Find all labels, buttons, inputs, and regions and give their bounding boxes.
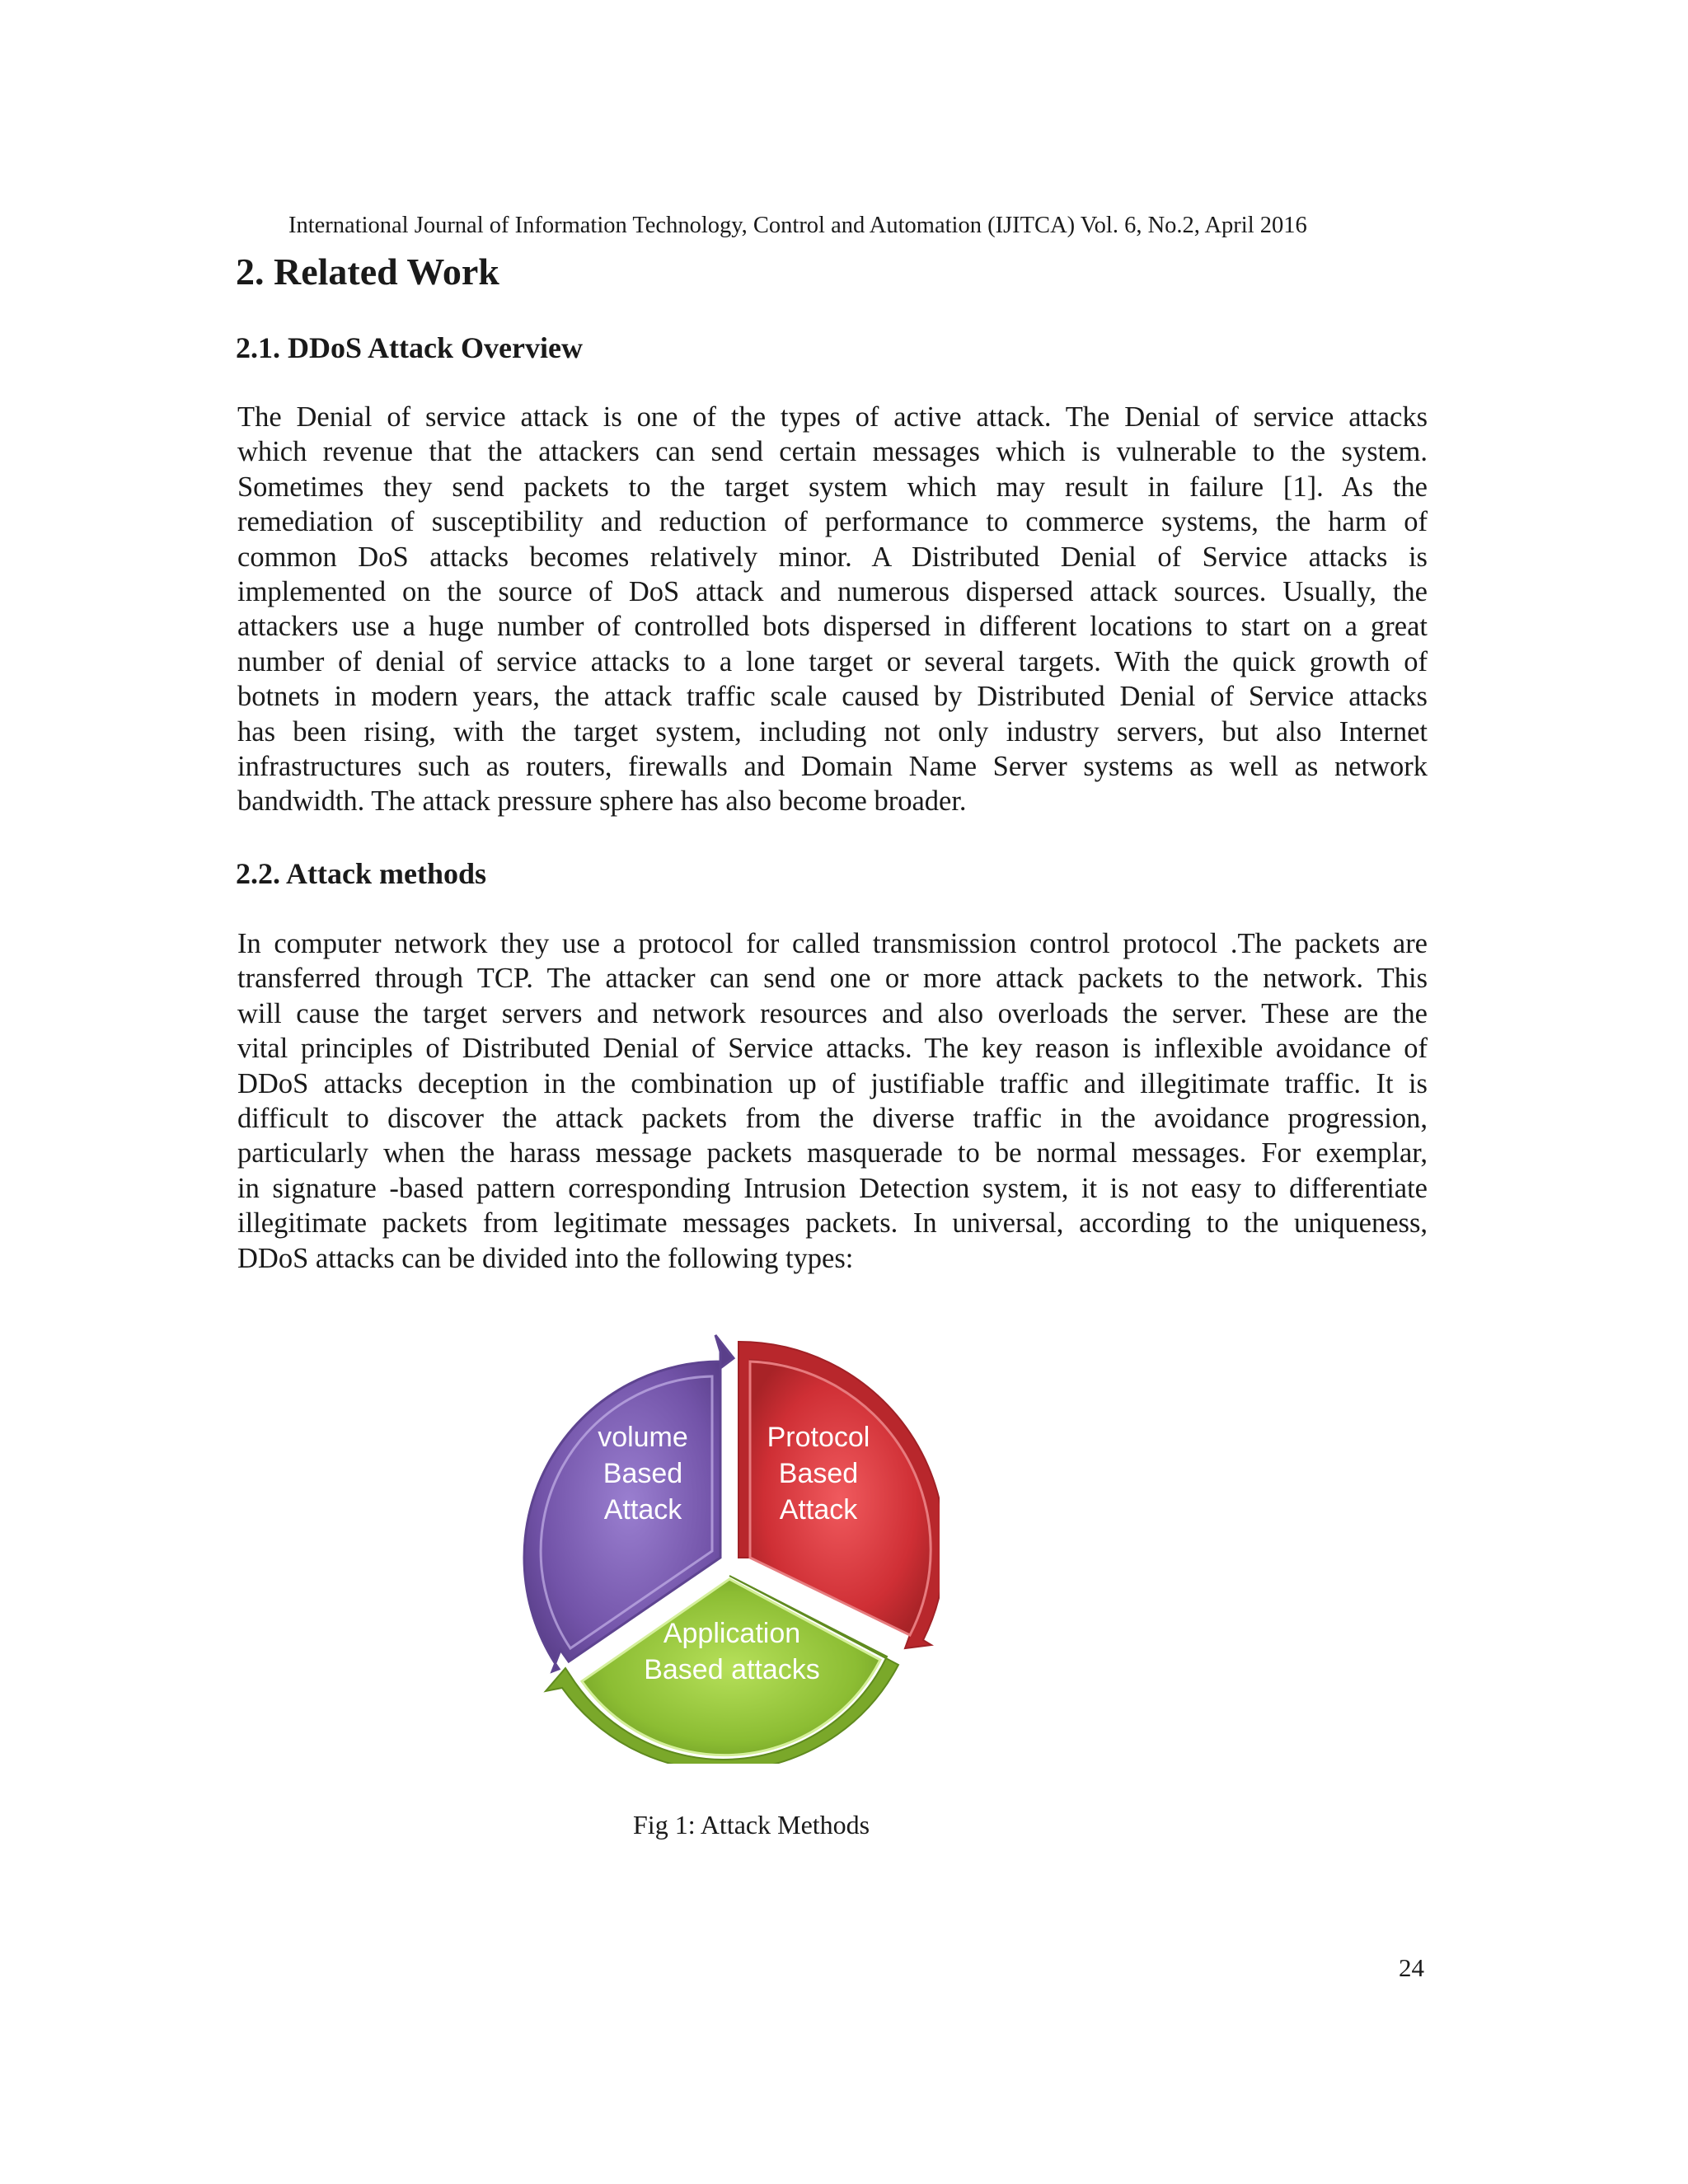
text-line: will cause the target servers and network resources and also overloads the server. These are the xyxy=(237,997,1428,1029)
section-title: 2. Related Work xyxy=(236,251,499,293)
paragraph-attack-methods xyxy=(237,926,1428,1276)
text-line: implemented on the source of DoS attack and numerous dispersed attack sources. Usually, the xyxy=(237,575,1428,607)
label-line: Application xyxy=(663,1618,801,1649)
label-protocol-based xyxy=(767,1422,870,1526)
page-number: 24 xyxy=(1399,1953,1424,1982)
running-head: International Journal of Information Technology, Control and Automation (IJITCA) Vol. 6, No.2, April 2016 xyxy=(288,213,1307,238)
text-line: transferred through TCP. The attacker can send one or more attack packets to the network. This xyxy=(237,963,1428,995)
attack-methods-diagram xyxy=(511,1319,940,1764)
text-line: in signature -based pattern corresponding Intrusion Detection system, it is not easy to differentiate xyxy=(237,1172,1428,1204)
text-line: has been rising, with the target system, including not only industry servers, but also Internet xyxy=(237,715,1428,748)
text-line: DDoS attacks deception in the combination up of justifiable traffic and illegitimate traffic. It is xyxy=(237,1067,1428,1099)
text-line: botnets in modern years, the attack traffic scale caused by Distributed Denial of Service attacks xyxy=(237,681,1428,713)
text-line: particularly when the harass message packets masquerade to be normal messages. For exemplar, xyxy=(237,1137,1428,1169)
text-line: common DoS attacks becomes relatively minor. A Distributed Denial of Service attacks is xyxy=(237,541,1428,573)
label-line: Based xyxy=(778,1458,859,1489)
text-line: The Denial of service attack is one of the types of active attack. The Denial of service attacks xyxy=(237,401,1428,433)
text-line: attackers use a huge number of controlled bots dispersed in different locations to start on a great xyxy=(237,611,1428,643)
label-line: Attack xyxy=(779,1494,858,1526)
label-line: Based xyxy=(603,1458,683,1489)
figure-caption: Fig 1: Attack Methods xyxy=(633,1810,870,1840)
text-line: difficult to discover the attack packets from the diverse traffic in the avoidance progression, xyxy=(237,1102,1428,1134)
text-line: number of denial of service attacks to a lone target or several targets. With the quick growth of xyxy=(237,645,1428,677)
text-line: bandwidth. The attack pressure sphere has also become broader. xyxy=(237,785,967,818)
cycle-diagram-svg xyxy=(511,1319,940,1764)
text-line: vital principles of Distributed Denial of Service attacks. The key reason is inflexible avoidance of xyxy=(237,1033,1428,1065)
subsection-title-attack-methods: 2.2. Attack methods xyxy=(236,857,486,890)
label-line: volume xyxy=(598,1422,688,1453)
text-line: which revenue that the attackers can send certain messages which is vulnerable to the system. xyxy=(237,436,1428,468)
label-line: Protocol xyxy=(767,1422,870,1453)
text-line: infrastructures such as routers, firewalls and Domain Name Server systems as well as network xyxy=(237,750,1428,782)
text-line: Sometimes they send packets to the target system which may result in failure [1]. As the xyxy=(237,471,1428,503)
label-line: Attack xyxy=(603,1494,682,1526)
label-volume-based xyxy=(598,1422,688,1526)
label-line: Based attacks xyxy=(644,1654,820,1685)
paragraph-ddos-overview xyxy=(237,400,1428,819)
text-line: DDoS attacks can be divided into the following types: xyxy=(237,1242,854,1274)
text-line: remediation of susceptibility and reduction of performance to commerce systems, the harm of xyxy=(237,506,1428,538)
subsection-title-overview: 2.1. DDoS Attack Overview xyxy=(236,331,583,364)
text-line: illegitimate packets from legitimate messages packets. In universal, according to the uniqueness, xyxy=(237,1207,1428,1240)
text-line: In computer network they use a protocol for called transmission control protocol .The packets are xyxy=(237,928,1428,959)
